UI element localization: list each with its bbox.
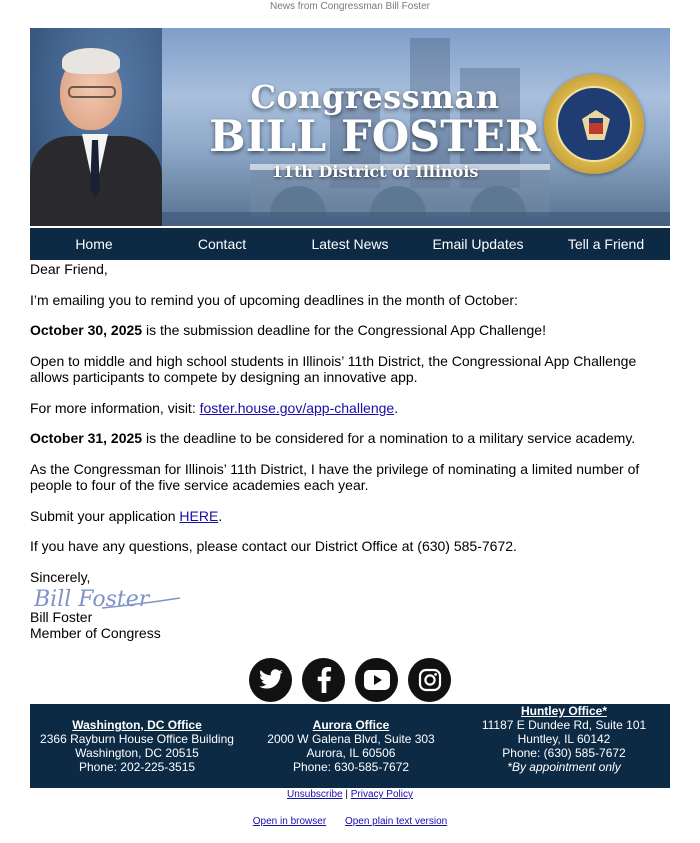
unsubscribe-link[interactable]: Unsubscribe bbox=[287, 789, 343, 800]
greeting: Dear Friend, bbox=[30, 261, 108, 277]
dc-office-link[interactable]: Washington, DC Office bbox=[72, 718, 202, 732]
academy-description: As the Congressman for Illinois’ 11th District, I have the privilege of nominating a limited number of people to four of the five service academies each year. bbox=[30, 461, 640, 493]
twitter-icon[interactable] bbox=[249, 658, 292, 702]
aurora-office-address-2: Aurora, IL 60506 bbox=[306, 746, 396, 760]
dc-office-phone: Phone: 202-225-3515 bbox=[78, 760, 196, 774]
congressman-portrait bbox=[30, 28, 162, 226]
app-challenge-deadline bbox=[30, 322, 670, 338]
sender-title: Member of Congress bbox=[30, 625, 161, 641]
instagram-icon[interactable] bbox=[408, 658, 451, 702]
nav-latest-news[interactable]: Latest News bbox=[311, 236, 389, 252]
aurora-office-link[interactable]: Aurora Office bbox=[312, 718, 390, 732]
submit-paragraph bbox=[30, 508, 670, 524]
links-separator: | bbox=[342, 789, 351, 800]
academy-deadline bbox=[30, 430, 670, 446]
dc-office bbox=[30, 718, 244, 774]
office-footer bbox=[30, 704, 670, 788]
dc-office-address-1: 2366 Rayburn House Office Building bbox=[40, 732, 234, 746]
submit-prefix: Submit your application bbox=[30, 508, 180, 524]
huntley-appointment-note: *By appointment only bbox=[507, 760, 621, 774]
top-navigation bbox=[30, 228, 670, 260]
banner-title-line1: Congressman bbox=[250, 78, 500, 116]
huntley-office-address-2: Huntley, IL 60142 bbox=[517, 732, 611, 746]
questions-paragraph: If you have any questions, please contact our District Office at (630) 585-7672. bbox=[30, 538, 517, 554]
signature-image bbox=[32, 584, 182, 612]
aurora-office-phone: Phone: 630-585-7672 bbox=[292, 760, 410, 774]
banner-title-name: BILL FOSTER bbox=[209, 112, 541, 162]
submit-here-link[interactable]: HERE bbox=[179, 508, 219, 524]
more-info-suffix: . bbox=[394, 400, 399, 416]
huntley-office-phone: Phone: (630) 585-7672 bbox=[502, 746, 626, 760]
deadline-date-2: October 31, 2025 bbox=[30, 430, 143, 446]
intro-paragraph: I’m emailing you to remind you of upcoming deadlines in the month of October: bbox=[30, 292, 518, 308]
privacy-policy-link[interactable]: Privacy Policy bbox=[350, 789, 413, 800]
deadline-text-2: is the deadline to be considered for a nomination to a military service academy. bbox=[142, 430, 636, 446]
nav-email-updates[interactable]: Email Updates bbox=[432, 236, 524, 252]
more-info-paragraph bbox=[30, 400, 670, 416]
open-in-browser-link[interactable]: Open in browser bbox=[252, 816, 327, 827]
app-challenge-description: Open to middle and high school students in Illinois’ 11th District, the Congressional App Challenge allows participants to compete by designing an innovative app. bbox=[30, 353, 637, 385]
header-banner bbox=[30, 28, 670, 226]
more-info-prefix: For more information, visit: bbox=[30, 400, 200, 416]
submit-suffix: . bbox=[218, 508, 223, 524]
dc-office-address-2: Washington, DC 20515 bbox=[75, 746, 199, 760]
open-plain-text-link[interactable]: Open plain text version bbox=[344, 816, 448, 827]
huntley-office-address-1: 11187 E Dundee Rd, Suite 101 bbox=[481, 718, 647, 732]
nav-home[interactable]: Home bbox=[75, 236, 113, 252]
aurora-office bbox=[244, 718, 458, 774]
youtube-icon[interactable] bbox=[355, 658, 398, 702]
banner-district: 11th District of Illinois bbox=[271, 162, 479, 181]
sender-name: Bill Foster bbox=[30, 609, 93, 625]
app-challenge-link[interactable]: foster.house.gov/app-challenge bbox=[199, 400, 395, 416]
house-seal-icon bbox=[544, 74, 644, 174]
nav-tell-a-friend[interactable]: Tell a Friend bbox=[567, 236, 645, 252]
facebook-icon[interactable] bbox=[302, 658, 345, 702]
nav-contact[interactable]: Contact bbox=[197, 236, 247, 252]
huntley-office bbox=[458, 704, 670, 774]
deadline-text-1: is the submission deadline for the Congressional App Challenge! bbox=[142, 322, 546, 338]
aurora-office-address-1: 2000 W Galena Blvd, Suite 303 bbox=[267, 732, 435, 746]
preheader-text: News from Congressman Bill Foster bbox=[269, 1, 431, 12]
closing: Sincerely, bbox=[30, 569, 91, 585]
huntley-office-link[interactable]: Huntley Office* bbox=[520, 704, 607, 718]
signature-text: Bill Foster bbox=[34, 587, 150, 612]
view-links bbox=[0, 815, 700, 828]
social-icons bbox=[249, 658, 451, 702]
deadline-date-1: October 30, 2025 bbox=[30, 322, 143, 338]
footer-links bbox=[0, 788, 700, 801]
